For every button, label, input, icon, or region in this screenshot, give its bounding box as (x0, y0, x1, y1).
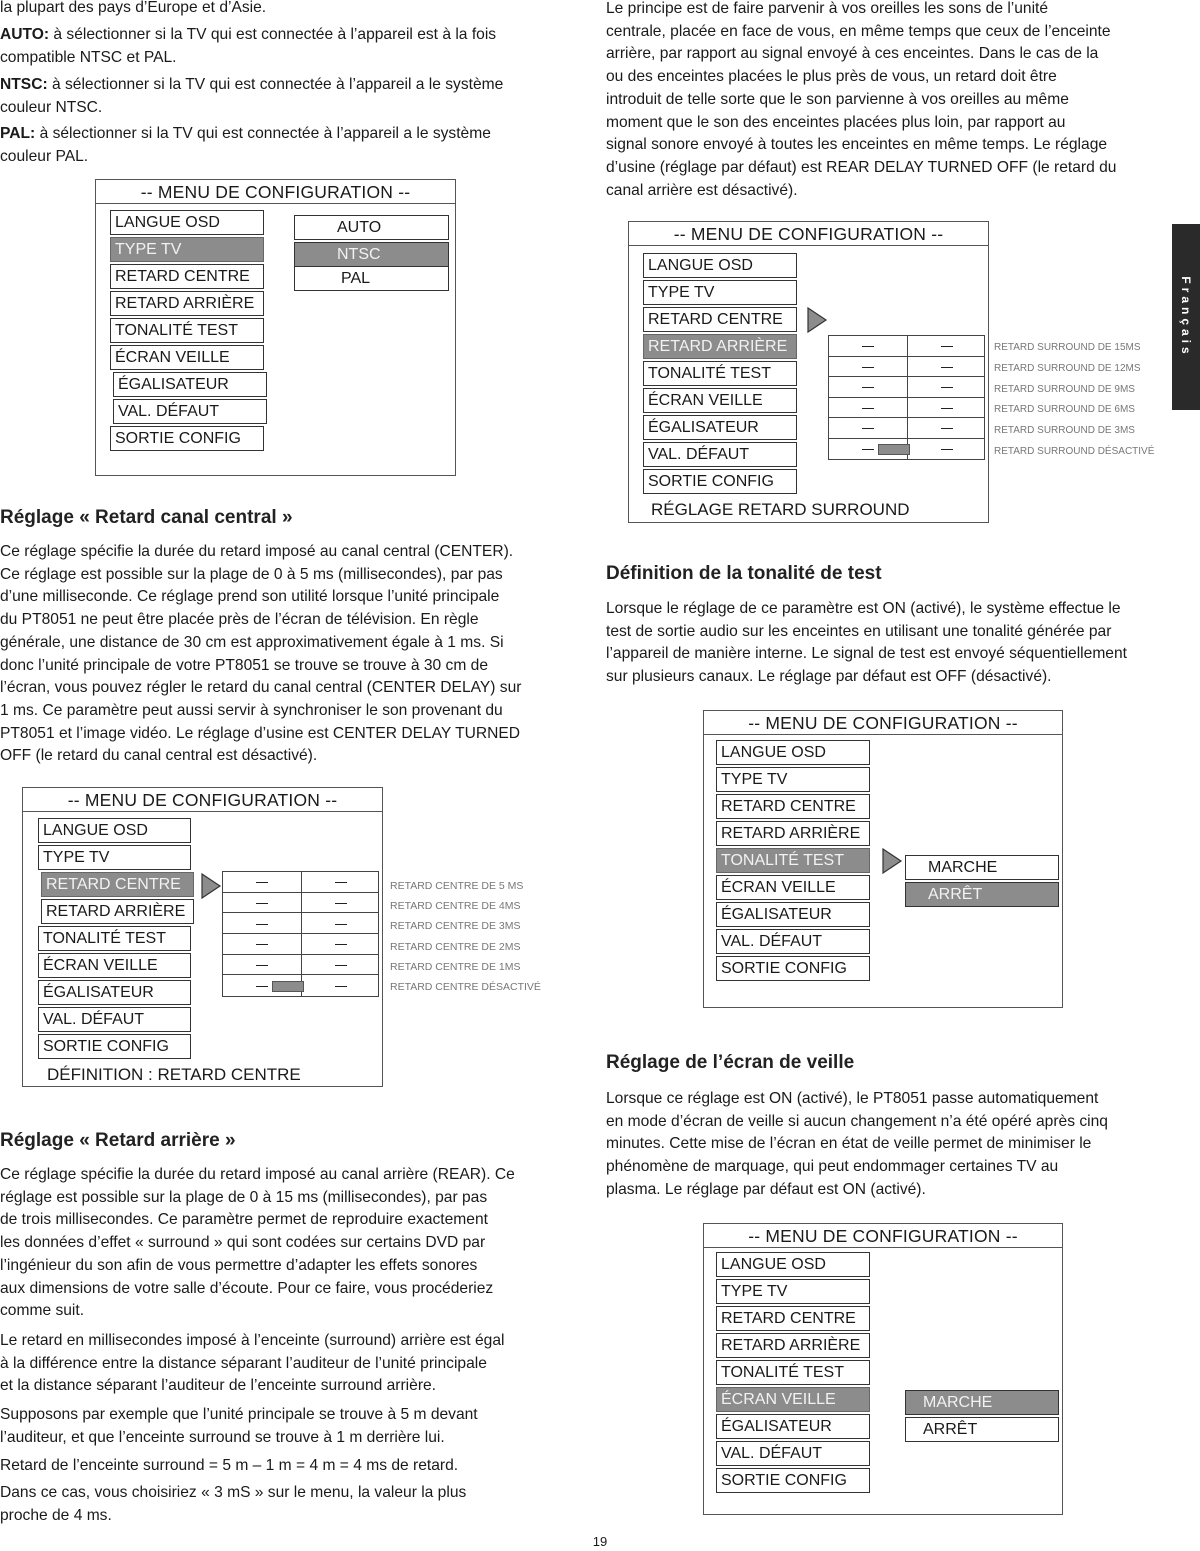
menu-item-sortie-config[interactable]: SORTIE CONFIG (716, 1468, 870, 1493)
rear-delay-p2: Le retard en millisecondes imposé à l’enceinte (surround) arrière est égal à la différence entre la distance séparant l’auditeur de l’unité principale et la distance séparant l’auditeur de l’enceinte surround arrière. (0, 1332, 505, 1395)
delay-level-label: RETARD CENTRE DE 4MS (390, 900, 521, 913)
menu-title: -- MENU DE CONFIGURATION -- (704, 1224, 1062, 1248)
option-auto[interactable]: AUTO (294, 215, 449, 240)
option-arret[interactable]: ARRÊT (905, 1417, 1059, 1442)
screen-saver-heading: Réglage de l’écran de veille (606, 1052, 855, 1073)
menu-item-retard-arriere[interactable]: RETARD ARRIÈRE (716, 1333, 870, 1358)
level-dash-right (941, 346, 953, 347)
level-dash-right (335, 944, 347, 945)
menu-item-type-tv[interactable]: TYPE TV (716, 767, 870, 792)
menu-item-type-tv[interactable]: TYPE TV (716, 1279, 870, 1304)
level-dash-right (335, 965, 347, 966)
menu-item-retard-arriere[interactable]: RETARD ARRIÈRE (110, 291, 264, 316)
level-dash-left (862, 387, 874, 388)
delay-level-label: RETARD SURROUND DE 9MS (994, 383, 1135, 395)
menu-item-retard-centre[interactable]: RETARD CENTRE (110, 264, 264, 289)
delay-level-label: RETARD SURROUND DE 15MS (994, 342, 1141, 353)
tv-type-ntsc-label: NTSC: (0, 76, 48, 93)
menu-item-tonalite-test[interactable]: TONALITÉ TEST (643, 361, 797, 386)
menu-item-egalisateur[interactable]: ÉGALISATEUR (38, 980, 191, 1005)
delay-level-label: RETARD SURROUND DE 12MS (994, 362, 1141, 374)
tv-type-auto (0, 24, 496, 69)
menu-item-val-defaut[interactable]: VAL. DÉFAUT (716, 929, 870, 954)
setup-menu-screen-saver (703, 1223, 1063, 1515)
level-dash-left (862, 428, 874, 429)
grid-column-line (907, 336, 908, 459)
menu-item-langue-osd[interactable]: LANGUE OSD (38, 818, 191, 843)
intro-line: la plupart des pays d’Europe et d’Asie. (0, 0, 267, 16)
delay-slider-thumb[interactable] (878, 444, 910, 455)
level-dash-left (256, 882, 268, 883)
option-ntsc[interactable]: NTSC (294, 242, 449, 267)
grid-column-line (301, 872, 302, 996)
menu-item-tonalite-test[interactable]: TONALITÉ TEST (110, 318, 264, 343)
level-dash-right (941, 408, 953, 409)
level-dash-right (335, 986, 347, 987)
level-dash-right (335, 924, 347, 925)
menu-footer: DÉFINITION : RETARD CENTRE (47, 1065, 301, 1084)
menu-item-langue-osd[interactable]: LANGUE OSD (643, 253, 797, 278)
menu-item-ecran-veille[interactable]: ÉCRAN VEILLE (38, 953, 191, 978)
menu-item-val-defaut[interactable]: VAL. DÉFAUT (38, 1007, 191, 1032)
menu-item-val-defaut[interactable]: VAL. DÉFAUT (113, 399, 267, 424)
menu-item-egalisateur[interactable]: ÉGALISATEUR (716, 1414, 870, 1439)
menu-item-egalisateur[interactable]: ÉGALISATEUR (716, 902, 870, 927)
menu-item-retard-centre[interactable]: RETARD CENTRE (716, 1306, 870, 1331)
menu-item-sortie-config[interactable]: SORTIE CONFIG (716, 956, 870, 981)
level-dash-left (256, 965, 268, 966)
menu-item-val-defaut[interactable]: VAL. DÉFAUT (716, 1441, 870, 1466)
delay-level-label: RETARD CENTRE DÉSACTIVÉ (390, 981, 541, 993)
level-dash-right (335, 903, 347, 904)
delay-level-label: RETARD SURROUND DE 3MS (994, 425, 1135, 437)
menu-title: -- MENU DE CONFIGURATION -- (96, 180, 455, 204)
tv-type-ntsc (0, 74, 503, 119)
tv-type-pal (0, 123, 491, 168)
level-dash-left (256, 944, 268, 945)
setup-menu-center-delay (22, 787, 541, 1087)
rear-delay-p4: Retard de l’enceinte surround = 5 m – 1 m = 4 m = 4 ms de retard. (0, 1457, 459, 1474)
tv-type-auto-text: à sélectionner si la TV qui est connectée à l’appareil est à la fois compatible NTSC et PAL. (0, 26, 497, 66)
rear-intro-text: Le principe est de faire parvenir à vos oreilles les sons de l’unité centrale, placée en face de vous, en même temps que ceux de l’enceinte arrière, par rapport au signal envoyé à ces enceintes. Dans le cas de la ou des enceintes placées le plus près de vous, un retard doit être introduit de telle sorte que le son parvienne à vos oreilles au même moment que le son des enceintes placées plus loin, par rapport au signal sonore envoyé à toutes les enceintes en même temps. Le réglage d’usine (réglage par défaut) est REAR DELAY TURNED OFF (le retard du canal arrière est désactivé). (606, 0, 1117, 199)
test-tone-body: Lorsque le réglage de ce paramètre est ON (activé), le système effectue le test de sortie audio sur les enceintes en utilisant une tonalité générée par l’appareil de manière interne. Le signal de test est envoyé séquentiellement sur plusieurs canaux. Le réglage par défaut est OFF (désactivé). (606, 600, 1127, 686)
level-dash-left (862, 346, 874, 347)
page-number: 19 (592, 1534, 608, 1549)
test-tone-heading: Définition de la tonalité de test (606, 563, 882, 584)
menu-item-type-tv[interactable]: TYPE TV (38, 845, 191, 870)
level-dash-left (862, 408, 874, 409)
delay-slider-thumb[interactable] (272, 981, 304, 992)
submenu-arrow-icon (200, 872, 222, 900)
menu-item-type-tv[interactable]: TYPE TV (643, 280, 797, 305)
level-dash-right (941, 367, 953, 368)
menu-item-ecran-veille[interactable]: ÉCRAN VEILLE (643, 388, 797, 413)
tv-type-pal-label: PAL: (0, 125, 36, 142)
menu-item-type-tv[interactable]: TYPE TV (110, 237, 264, 262)
delay-level-label: RETARD SURROUND DE 6MS (994, 404, 1135, 416)
option-pal[interactable]: PAL (294, 266, 449, 291)
level-dash-left (256, 903, 268, 904)
option-marche[interactable]: MARCHE (905, 1390, 1059, 1415)
submenu-arrow-icon (806, 306, 828, 334)
rear-delay-heading: Réglage « Retard arrière » (0, 1130, 236, 1151)
level-dash-left (862, 449, 874, 450)
menu-item-retard-arriere[interactable]: RETARD ARRIÈRE (41, 899, 194, 924)
menu-item-sortie-config[interactable]: SORTIE CONFIG (38, 1034, 191, 1059)
option-marche[interactable]: MARCHE (905, 855, 1059, 880)
center-delay-body: Ce réglage spécifie la durée du retard imposé au canal central (CENTER). Ce réglage est possible sur la plage de 0 à 5 ms (millisecondes), par pas d’une milliseconde. Ce réglage prend son utilité lorsque l’unité principale du PT8051 ne peut être placée près de l’écran de télévision. En règle générale, une distance de 30 cm est approximativement égale à 1 ms. Si donc l’unité principale de votre PT8051 se trouve se trouve à 30 cm de l’écran, vous pouvez régler le retard du canal central (CENTER DELAY) sur 1 ms. Ce paramètre peut aussi servir à synchroniser le son provenant du PT8051 et l’image vidéo. Le réglage d’usine est CENTER DELAY TURNED OFF (le retard du canal central est désactivé). (0, 543, 522, 765)
center-delay-heading: Réglage « Retard canal central » (0, 507, 293, 528)
tv-type-auto-label: AUTO: (0, 26, 50, 43)
level-dash-right (941, 449, 953, 450)
option-arret[interactable]: ARRÊT (905, 882, 1059, 907)
menu-footer: RÉGLAGE RETARD SURROUND (651, 500, 910, 519)
menu-item-ecran-veille[interactable]: ÉCRAN VEILLE (110, 345, 264, 370)
menu-item-retard-centre[interactable]: RETARD CENTRE (41, 872, 194, 897)
submenu-arrow-icon (881, 847, 903, 875)
screen-saver-body: Lorsque ce réglage est ON (activé), le PT8051 passe automatiquement en mode d’écran de veille si aucun changement n’a été opéré après cinq minutes. Cette mise de l’écran en état de veille permet de minimiser le phénomène de marquage, qui peut endommager certaines TV au plasma. Le réglage par défaut est ON (activé). (606, 1090, 1108, 1198)
menu-item-retard-centre[interactable]: RETARD CENTRE (716, 794, 870, 819)
delay-level-label: RETARD SURROUND DÉSACTIVÉ (994, 446, 1155, 457)
menu-item-langue-osd[interactable]: LANGUE OSD (110, 210, 264, 235)
language-tab-label: Français (1179, 276, 1193, 358)
menu-item-egalisateur[interactable]: ÉGALISATEUR (113, 372, 267, 397)
delay-level-label: RETARD CENTRE DE 5 MS (390, 880, 524, 892)
menu-item-ecran-veille[interactable]: ÉCRAN VEILLE (716, 1387, 870, 1412)
rear-delay-p5: Dans ce cas, vous choisiriez « 3 mS » sur le menu, la valeur la plus proche de 4 ms. (0, 1484, 467, 1524)
tv-type-ntsc-text: à sélectionner si la TV qui est connectée à l’appareil a le système couleur NTSC. (0, 76, 504, 116)
rear-delay-p3: Supposons par exemple que l’unité principale se trouve à 5 m devant l’auditeur, et que l’enceinte surround se trouve à 1 m derrière lui. (0, 1406, 478, 1446)
menu-item-tonalite-test[interactable]: TONALITÉ TEST (716, 848, 870, 873)
language-tab (1172, 224, 1200, 410)
menu-item-ecran-veille[interactable]: ÉCRAN VEILLE (716, 875, 870, 900)
setup-menu-rear-delay (628, 221, 1155, 523)
menu-item-tonalite-test[interactable]: TONALITÉ TEST (38, 926, 191, 951)
menu-title: -- MENU DE CONFIGURATION -- (704, 711, 1062, 735)
level-dash-left (256, 924, 268, 925)
level-dash-right (941, 428, 953, 429)
menu-item-egalisateur[interactable]: ÉGALISATEUR (643, 415, 797, 440)
delay-level-grid (222, 871, 379, 997)
menu-item-retard-arriere[interactable]: RETARD ARRIÈRE (643, 334, 797, 359)
delay-level-label: RETARD CENTRE DE 1MS (390, 960, 521, 973)
level-dash-left (862, 367, 874, 368)
delay-level-label: RETARD CENTRE DE 3MS (390, 920, 521, 933)
level-dash-left (256, 986, 268, 987)
menu-item-langue-osd[interactable]: LANGUE OSD (716, 1252, 870, 1277)
menu-item-val-defaut[interactable]: VAL. DÉFAUT (643, 442, 797, 467)
menu-title: -- MENU DE CONFIGURATION -- (23, 788, 382, 812)
menu-item-retard-centre[interactable]: RETARD CENTRE (643, 307, 797, 332)
menu-item-sortie-config[interactable]: SORTIE CONFIG (643, 469, 797, 494)
setup-menu-test-tone (703, 710, 1063, 1008)
delay-level-label: RETARD CENTRE DE 2MS (390, 940, 521, 953)
menu-item-retard-arriere[interactable]: RETARD ARRIÈRE (716, 821, 870, 846)
menu-item-langue-osd[interactable]: LANGUE OSD (716, 740, 870, 765)
menu-item-tonalite-test[interactable]: TONALITÉ TEST (716, 1360, 870, 1385)
tv-type-pal-text: à sélectionner si la TV qui est connectée à l’appareil a le système couleur PAL. (0, 125, 491, 165)
setup-menu-tv-type (95, 179, 456, 476)
level-dash-right (335, 882, 347, 883)
menu-title: -- MENU DE CONFIGURATION -- (629, 222, 988, 246)
level-dash-right (941, 387, 953, 388)
rear-delay-p1: Ce réglage spécifie la durée du retard imposé au canal arrière (REAR). Ce réglage est possible sur la plage de 0 à 15 ms (millisecondes), par pas de trois millisecondes. Ce paramètre permet de reproduire exactement les données d’effet « surround » qui sont codées sur certains DVD par l’ingénieur du son afin de vous permettre d’adapter les effets sonores aux dimensions de votre salle d’écoute. Pour ce faire, vous procéderiez comme suit. (0, 1166, 515, 1320)
menu-item-sortie-config[interactable]: SORTIE CONFIG (110, 426, 264, 451)
delay-level-grid (828, 335, 985, 460)
